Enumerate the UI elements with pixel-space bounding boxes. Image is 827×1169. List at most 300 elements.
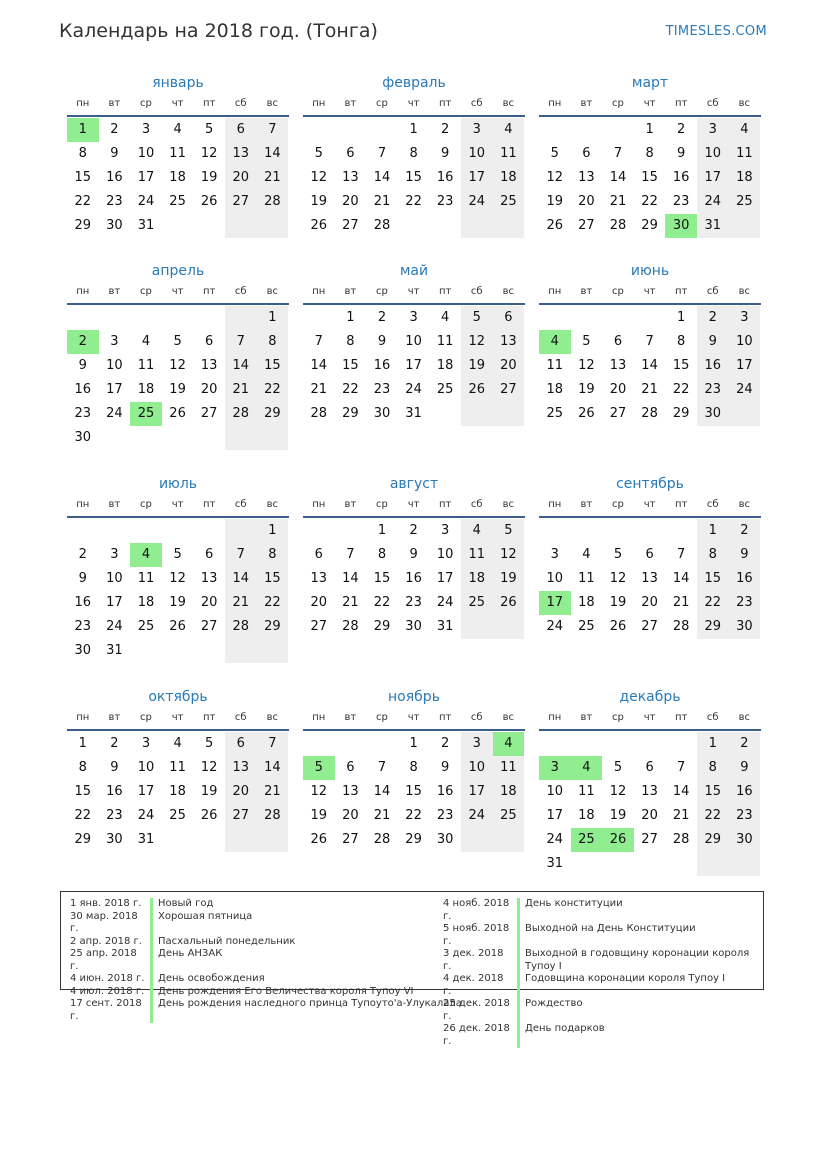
day-cell[interactable]: 13 — [310, 571, 328, 586]
day-cell[interactable]: 5 — [173, 334, 182, 349]
day-cell[interactable]: 29 — [74, 218, 92, 233]
day-cell[interactable]: 14 — [310, 358, 328, 373]
day-cell[interactable]: 11 — [137, 358, 155, 373]
day-cell[interactable]: 29 — [257, 402, 289, 426]
day-cell[interactable]: 4 — [539, 330, 571, 354]
day-cell[interactable]: 20 — [310, 595, 328, 610]
day-cell[interactable]: 26 — [169, 406, 186, 421]
day-cell[interactable]: 12 — [493, 543, 525, 567]
day-cell[interactable]: 19 — [169, 595, 186, 610]
day-cell[interactable]: 16 — [672, 170, 690, 185]
day-cell[interactable]: 24 — [729, 378, 761, 402]
day-cell[interactable]: 10 — [137, 760, 155, 775]
day-cell[interactable]: 6 — [582, 146, 591, 161]
day-cell[interactable]: 12 — [169, 571, 186, 586]
day-cell[interactable]: 27 — [641, 832, 658, 847]
day-cell[interactable]: 19 — [310, 194, 328, 209]
day-cell[interactable]: 18 — [436, 358, 454, 373]
day-cell[interactable]: 21 — [609, 194, 627, 209]
day-cell[interactable]: 4 — [173, 736, 182, 751]
day-cell[interactable]: 7 — [377, 760, 387, 775]
day-cell[interactable]: 26 — [602, 828, 634, 852]
day-cell[interactable]: 16 — [436, 170, 454, 185]
day-cell[interactable]: 22 — [257, 378, 289, 402]
day-cell[interactable]: 28 — [342, 619, 359, 634]
day-cell[interactable]: 17 — [729, 354, 761, 378]
day-cell[interactable]: 22 — [672, 382, 690, 397]
day-cell[interactable]: 17 — [539, 591, 571, 615]
day-cell[interactable]: 28 — [373, 832, 391, 847]
day-cell[interactable]: 13 — [641, 784, 658, 799]
day-cell[interactable]: 31 — [137, 218, 155, 233]
day-cell[interactable]: 12 — [310, 170, 328, 185]
day-cell[interactable]: 29 — [342, 406, 359, 421]
day-cell[interactable]: 21 — [257, 166, 289, 190]
day-cell[interactable]: 10 — [729, 330, 761, 354]
day-cell[interactable]: 21 — [225, 591, 257, 615]
day-cell[interactable]: 31 — [546, 856, 564, 871]
day-cell[interactable]: 19 — [461, 354, 493, 378]
day-cell[interactable]: 9 — [677, 146, 686, 161]
day-cell[interactable]: 10 — [137, 146, 155, 161]
day-cell[interactable]: 25 — [546, 406, 564, 421]
day-cell[interactable]: 14 — [672, 784, 690, 799]
day-cell[interactable]: 17 — [546, 808, 564, 823]
day-cell[interactable]: 3 — [141, 736, 151, 751]
day-cell[interactable]: 25 — [729, 190, 761, 214]
day-cell[interactable]: 13 — [225, 142, 257, 166]
day-cell[interactable]: 15 — [697, 567, 729, 591]
day-cell[interactable]: 30 — [106, 832, 123, 847]
day-cell[interactable]: 22 — [405, 808, 422, 823]
day-cell[interactable]: 18 — [578, 808, 595, 823]
day-cell[interactable]: 28 — [373, 218, 391, 233]
day-cell[interactable]: 7 — [377, 146, 387, 161]
day-cell[interactable]: 12 — [200, 146, 218, 161]
day-cell[interactable]: 22 — [697, 591, 729, 615]
day-cell[interactable]: 24 — [405, 382, 422, 397]
day-cell[interactable]: 17 — [436, 571, 454, 586]
day-cell[interactable]: 26 — [310, 218, 328, 233]
day-cell[interactable]: 16 — [436, 784, 454, 799]
day-cell[interactable]: 11 — [493, 756, 525, 780]
day-cell[interactable]: 29 — [672, 406, 690, 421]
day-cell[interactable]: 11 — [137, 571, 155, 586]
day-cell[interactable]: 19 — [609, 595, 627, 610]
day-cell[interactable]: 21 — [373, 194, 391, 209]
day-cell[interactable]: 26 — [169, 619, 186, 634]
day-cell[interactable]: 5 — [493, 519, 525, 543]
day-cell[interactable]: 23 — [74, 406, 92, 421]
day-cell[interactable]: 7 — [257, 118, 289, 142]
day-cell[interactable]: 10 — [697, 142, 729, 166]
day-cell[interactable]: 6 — [346, 760, 355, 775]
day-cell[interactable]: 23 — [436, 194, 454, 209]
day-cell[interactable]: 17 — [137, 170, 155, 185]
day-cell[interactable]: 21 — [641, 382, 658, 397]
day-cell[interactable]: 22 — [641, 194, 658, 209]
day-cell[interactable]: 15 — [342, 358, 359, 373]
day-cell[interactable]: 23 — [697, 378, 729, 402]
day-cell[interactable]: 1 — [677, 310, 686, 325]
day-cell[interactable]: 4 — [493, 118, 525, 142]
day-cell[interactable]: 1 — [409, 736, 418, 751]
day-cell[interactable]: 5 — [173, 547, 182, 562]
day-cell[interactable]: 3 — [729, 306, 761, 330]
day-cell[interactable]: 25 — [461, 591, 493, 615]
day-cell[interactable]: 16 — [729, 780, 761, 804]
day-cell[interactable]: 21 — [672, 808, 690, 823]
day-cell[interactable]: 2 — [729, 732, 761, 756]
day-cell[interactable]: 18 — [461, 567, 493, 591]
day-cell[interactable]: 5 — [303, 756, 335, 780]
day-cell[interactable]: 20 — [200, 382, 218, 397]
day-cell[interactable]: 10 — [405, 334, 422, 349]
day-cell[interactable]: 6 — [645, 547, 654, 562]
day-cell[interactable]: 1 — [257, 519, 289, 543]
day-cell[interactable]: 5 — [613, 760, 623, 775]
day-cell[interactable]: 31 — [697, 214, 729, 238]
day-cell[interactable]: 22 — [405, 194, 422, 209]
day-cell[interactable]: 3 — [409, 310, 418, 325]
day-cell[interactable]: 30 — [697, 402, 729, 426]
day-cell[interactable]: 22 — [342, 382, 359, 397]
day-cell[interactable]: 25 — [169, 808, 186, 823]
day-cell[interactable]: 31 — [106, 643, 123, 658]
day-cell[interactable]: 5 — [550, 146, 559, 161]
day-cell[interactable]: 9 — [729, 543, 761, 567]
day-cell[interactable]: 8 — [645, 146, 654, 161]
day-cell[interactable]: 27 — [200, 619, 218, 634]
day-cell[interactable]: 16 — [373, 358, 391, 373]
day-cell[interactable]: 24 — [137, 808, 155, 823]
day-cell[interactable]: 12 — [310, 784, 328, 799]
day-cell[interactable]: 5 — [613, 547, 623, 562]
day-cell[interactable]: 17 — [106, 382, 123, 397]
day-cell[interactable]: 25 — [493, 804, 525, 828]
day-cell[interactable]: 13 — [493, 330, 525, 354]
day-cell[interactable]: 8 — [377, 547, 387, 562]
day-cell[interactable]: 14 — [672, 571, 690, 586]
day-cell[interactable]: 18 — [546, 382, 564, 397]
day-cell[interactable]: 12 — [461, 330, 493, 354]
day-cell[interactable]: 4 — [461, 519, 493, 543]
day-cell[interactable]: 17 — [405, 358, 422, 373]
day-cell[interactable]: 18 — [169, 784, 186, 799]
day-cell[interactable]: 22 — [74, 808, 92, 823]
day-cell[interactable]: 27 — [641, 619, 658, 634]
day-cell[interactable]: 8 — [409, 760, 418, 775]
day-cell[interactable]: 14 — [257, 142, 289, 166]
site-link[interactable]: TIMESLES.COM — [665, 24, 767, 39]
day-cell[interactable]: 21 — [225, 378, 257, 402]
day-cell[interactable]: 5 — [582, 334, 591, 349]
day-cell[interactable]: 15 — [405, 170, 422, 185]
day-cell[interactable]: 10 — [106, 571, 123, 586]
day-cell[interactable]: 14 — [257, 756, 289, 780]
day-cell[interactable]: 26 — [200, 808, 218, 823]
day-cell[interactable]: 25 — [436, 382, 454, 397]
day-cell[interactable]: 14 — [225, 354, 257, 378]
day-cell[interactable]: 18 — [137, 595, 155, 610]
day-cell[interactable]: 11 — [436, 334, 454, 349]
day-cell[interactable]: 18 — [169, 170, 186, 185]
day-cell[interactable]: 1 — [377, 523, 387, 538]
day-cell[interactable]: 9 — [729, 756, 761, 780]
day-cell[interactable]: 8 — [78, 760, 87, 775]
day-cell[interactable]: 9 — [409, 547, 418, 562]
day-cell[interactable]: 17 — [461, 780, 493, 804]
day-cell[interactable]: 9 — [110, 760, 119, 775]
day-cell[interactable]: 9 — [78, 358, 87, 373]
day-cell[interactable]: 25 — [493, 190, 525, 214]
day-cell[interactable]: 20 — [342, 194, 359, 209]
day-cell[interactable]: 23 — [106, 808, 123, 823]
day-cell[interactable]: 7 — [677, 760, 686, 775]
day-cell[interactable]: 6 — [613, 334, 623, 349]
day-cell[interactable]: 17 — [137, 784, 155, 799]
day-cell[interactable]: 7 — [225, 543, 257, 567]
day-cell[interactable]: 3 — [141, 122, 151, 137]
day-cell[interactable]: 25 — [578, 619, 595, 634]
day-cell[interactable]: 27 — [342, 218, 359, 233]
day-cell[interactable]: 8 — [257, 330, 289, 354]
day-cell[interactable]: 30 — [74, 643, 92, 658]
day-cell[interactable]: 29 — [697, 828, 729, 852]
day-cell[interactable]: 11 — [546, 358, 564, 373]
day-cell[interactable]: 6 — [346, 146, 355, 161]
day-cell[interactable]: 18 — [578, 595, 595, 610]
day-cell[interactable]: 11 — [578, 571, 595, 586]
day-cell[interactable]: 10 — [546, 571, 564, 586]
day-cell[interactable]: 3 — [110, 334, 119, 349]
day-cell[interactable]: 4 — [729, 118, 761, 142]
day-cell[interactable]: 19 — [546, 194, 564, 209]
day-cell[interactable]: 8 — [677, 334, 686, 349]
day-cell[interactable]: 30 — [436, 832, 454, 847]
day-cell[interactable]: 28 — [225, 402, 257, 426]
day-cell[interactable]: 13 — [225, 756, 257, 780]
day-cell[interactable]: 23 — [672, 194, 690, 209]
day-cell[interactable]: 22 — [257, 591, 289, 615]
day-cell[interactable]: 24 — [461, 190, 493, 214]
day-cell[interactable]: 8 — [257, 543, 289, 567]
day-cell[interactable]: 24 — [137, 194, 155, 209]
day-cell[interactable]: 5 — [314, 146, 323, 161]
day-cell[interactable]: 14 — [609, 170, 627, 185]
day-cell[interactable]: 7 — [613, 146, 623, 161]
day-cell[interactable]: 10 — [461, 756, 493, 780]
day-cell[interactable]: 5 — [205, 122, 214, 137]
day-cell[interactable]: 30 — [74, 430, 92, 445]
day-cell[interactable]: 1 — [409, 122, 418, 137]
day-cell[interactable]: 6 — [225, 118, 257, 142]
day-cell[interactable]: 2 — [67, 330, 99, 354]
day-cell[interactable]: 11 — [169, 146, 186, 161]
day-cell[interactable]: 18 — [137, 382, 155, 397]
day-cell[interactable]: 6 — [205, 547, 214, 562]
day-cell[interactable]: 18 — [493, 166, 525, 190]
day-cell[interactable]: 24 — [697, 190, 729, 214]
day-cell[interactable]: 29 — [641, 218, 658, 233]
day-cell[interactable]: 27 — [200, 406, 218, 421]
day-cell[interactable]: 22 — [373, 595, 391, 610]
day-cell[interactable]: 22 — [697, 804, 729, 828]
day-cell[interactable]: 7 — [346, 547, 355, 562]
day-cell[interactable]: 30 — [665, 214, 697, 238]
day-cell[interactable]: 20 — [493, 354, 525, 378]
day-cell[interactable]: 4 — [441, 310, 450, 325]
day-cell[interactable]: 29 — [405, 832, 422, 847]
day-cell[interactable]: 19 — [493, 567, 525, 591]
day-cell[interactable]: 24 — [436, 595, 454, 610]
day-cell[interactable]: 15 — [74, 170, 92, 185]
day-cell[interactable]: 20 — [609, 382, 627, 397]
day-cell[interactable]: 9 — [110, 146, 119, 161]
day-cell[interactable]: 4 — [141, 334, 151, 349]
day-cell[interactable]: 31 — [436, 619, 454, 634]
day-cell[interactable]: 28 — [609, 218, 627, 233]
day-cell[interactable]: 26 — [578, 406, 595, 421]
day-cell[interactable]: 19 — [200, 784, 218, 799]
day-cell[interactable]: 16 — [106, 170, 123, 185]
day-cell[interactable]: 8 — [697, 756, 729, 780]
day-cell[interactable]: 30 — [729, 615, 761, 639]
day-cell[interactable]: 28 — [225, 615, 257, 639]
day-cell[interactable]: 23 — [373, 382, 391, 397]
day-cell[interactable]: 11 — [169, 760, 186, 775]
day-cell[interactable]: 11 — [493, 142, 525, 166]
day-cell[interactable]: 19 — [609, 808, 627, 823]
day-cell[interactable]: 26 — [609, 619, 627, 634]
day-cell[interactable]: 30 — [106, 218, 123, 233]
day-cell[interactable]: 14 — [342, 571, 359, 586]
day-cell[interactable]: 2 — [677, 122, 686, 137]
day-cell[interactable]: 20 — [342, 808, 359, 823]
day-cell[interactable]: 24 — [546, 832, 564, 847]
day-cell[interactable]: 30 — [729, 828, 761, 852]
day-cell[interactable]: 8 — [697, 543, 729, 567]
day-cell[interactable]: 13 — [200, 571, 218, 586]
day-cell[interactable]: 11 — [578, 784, 595, 799]
day-cell[interactable]: 11 — [729, 142, 761, 166]
day-cell[interactable]: 16 — [729, 567, 761, 591]
day-cell[interactable]: 28 — [257, 190, 289, 214]
day-cell[interactable]: 2 — [78, 547, 87, 562]
day-cell[interactable]: 20 — [200, 595, 218, 610]
day-cell[interactable]: 24 — [106, 619, 123, 634]
day-cell[interactable]: 10 — [106, 358, 123, 373]
day-cell[interactable]: 12 — [609, 784, 627, 799]
day-cell[interactable]: 28 — [641, 406, 658, 421]
day-cell[interactable]: 27 — [310, 619, 328, 634]
day-cell[interactable]: 15 — [405, 784, 422, 799]
day-cell[interactable]: 9 — [377, 334, 387, 349]
day-cell[interactable]: 4 — [130, 543, 162, 567]
day-cell[interactable]: 1 — [697, 732, 729, 756]
day-cell[interactable]: 13 — [342, 170, 359, 185]
day-cell[interactable]: 25 — [169, 194, 186, 209]
day-cell[interactable]: 21 — [373, 808, 391, 823]
day-cell[interactable]: 21 — [342, 595, 359, 610]
day-cell[interactable]: 1 — [645, 122, 654, 137]
day-cell[interactable]: 3 — [461, 732, 493, 756]
day-cell[interactable]: 2 — [110, 122, 119, 137]
day-cell[interactable]: 28 — [672, 619, 690, 634]
day-cell[interactable]: 20 — [225, 166, 257, 190]
day-cell[interactable]: 19 — [200, 170, 218, 185]
day-cell[interactable]: 16 — [74, 595, 92, 610]
day-cell[interactable]: 6 — [314, 547, 323, 562]
day-cell[interactable]: 12 — [609, 571, 627, 586]
day-cell[interactable]: 1 — [697, 519, 729, 543]
day-cell[interactable]: 8 — [346, 334, 355, 349]
day-cell[interactable]: 2 — [729, 519, 761, 543]
day-cell[interactable]: 16 — [106, 784, 123, 799]
day-cell[interactable]: 23 — [729, 591, 761, 615]
day-cell[interactable]: 29 — [74, 832, 92, 847]
day-cell[interactable]: 6 — [205, 334, 214, 349]
day-cell[interactable]: 27 — [578, 218, 595, 233]
day-cell[interactable]: 12 — [200, 760, 218, 775]
day-cell[interactable]: 8 — [78, 146, 87, 161]
day-cell[interactable]: 9 — [697, 330, 729, 354]
day-cell[interactable]: 1 — [67, 118, 99, 142]
day-cell[interactable]: 28 — [310, 406, 328, 421]
day-cell[interactable]: 4 — [493, 732, 525, 756]
day-cell[interactable]: 3 — [441, 523, 450, 538]
day-cell[interactable]: 18 — [729, 166, 761, 190]
day-cell[interactable]: 20 — [225, 780, 257, 804]
day-cell[interactable]: 9 — [78, 571, 87, 586]
day-cell[interactable]: 12 — [578, 358, 595, 373]
day-cell[interactable]: 31 — [137, 832, 155, 847]
day-cell[interactable]: 2 — [441, 736, 450, 751]
day-cell[interactable]: 15 — [641, 170, 658, 185]
day-cell[interactable]: 13 — [200, 358, 218, 373]
day-cell[interactable]: 15 — [672, 358, 690, 373]
day-cell[interactable]: 21 — [672, 595, 690, 610]
day-cell[interactable]: 4 — [173, 122, 182, 137]
day-cell[interactable]: 19 — [578, 382, 595, 397]
day-cell[interactable]: 29 — [373, 619, 391, 634]
day-cell[interactable]: 7 — [314, 334, 323, 349]
day-cell[interactable]: 14 — [225, 567, 257, 591]
day-cell[interactable]: 6 — [225, 732, 257, 756]
day-cell[interactable]: 23 — [729, 804, 761, 828]
day-cell[interactable]: 27 — [342, 832, 359, 847]
day-cell[interactable]: 1 — [78, 736, 87, 751]
day-cell[interactable]: 5 — [205, 736, 214, 751]
day-cell[interactable]: 23 — [405, 595, 422, 610]
day-cell[interactable]: 23 — [436, 808, 454, 823]
day-cell[interactable]: 17 — [697, 166, 729, 190]
day-cell[interactable]: 24 — [461, 804, 493, 828]
day-cell[interactable]: 15 — [257, 567, 289, 591]
day-cell[interactable]: 7 — [645, 334, 654, 349]
day-cell[interactable]: 30 — [373, 406, 391, 421]
day-cell[interactable]: 3 — [539, 756, 571, 780]
day-cell[interactable]: 31 — [405, 406, 422, 421]
day-cell[interactable]: 4 — [582, 547, 591, 562]
day-cell[interactable]: 2 — [441, 122, 450, 137]
day-cell[interactable]: 13 — [578, 170, 595, 185]
day-cell[interactable]: 24 — [546, 619, 564, 634]
day-cell[interactable]: 28 — [257, 804, 289, 828]
day-cell[interactable]: 25 — [571, 828, 603, 852]
day-cell[interactable]: 7 — [225, 330, 257, 354]
day-cell[interactable]: 20 — [641, 808, 658, 823]
